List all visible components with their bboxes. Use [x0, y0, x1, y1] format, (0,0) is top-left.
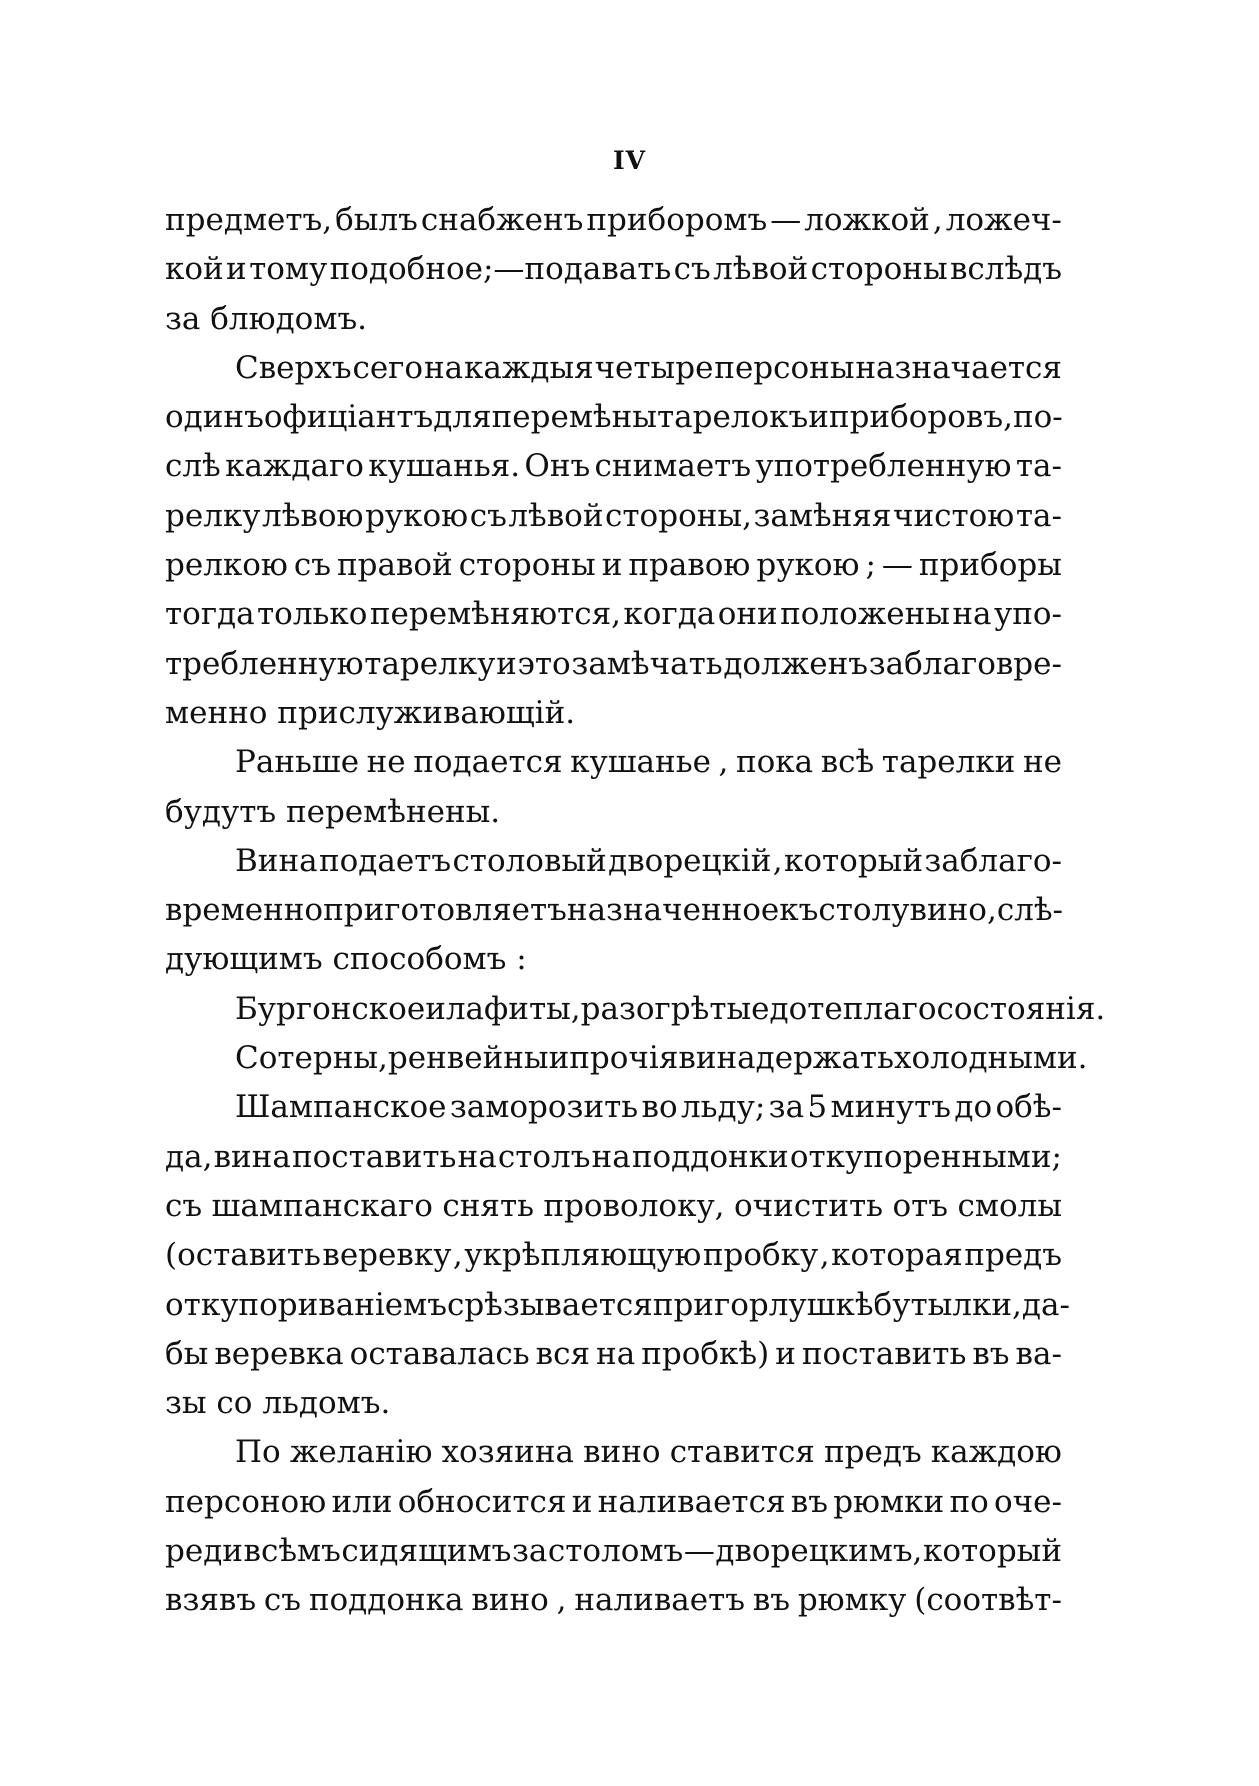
- text-line: дующимъ способомъ :: [165, 941, 527, 978]
- text-line: персоною или обносится и наливается въ рюмки по оче-: [165, 1483, 1062, 1520]
- text-line: Шампанское заморозить во льду; за 5 минутъ до обѣ-: [235, 1089, 1062, 1126]
- text-line: тогда только перемѣняются, когда они положены на упо-: [165, 596, 1062, 633]
- text-line: откупориваніемъ срѣзывается при горлушкѣ бутылки , да-: [165, 1286, 1070, 1323]
- text-line: реди всѣмъ сидящимъ за столомъ — дворецкимъ, который: [165, 1533, 1062, 1570]
- text-line: кой и тому подобное;—подавать съ лѣвой стороны вслѣдъ: [165, 251, 1062, 288]
- text-line: предметъ, былъ снабженъ приборомъ — ложкой , ложеч-: [165, 202, 1062, 238]
- body-text: [165, 196, 1106, 1626]
- text-line: зы со льдомъ.: [165, 1385, 391, 1422]
- text-line: временно приготовляетъ назначенное къ столу вино , слѣ-: [165, 892, 1064, 929]
- text-line: Сверхъ сего на каждыя четыре персоны назначается: [235, 349, 1062, 386]
- text-line: бы веревка оставалась вся на пробкѣ) и поставить въ ва-: [165, 1335, 1062, 1372]
- text-line: Бургонское и лафиты, разогрѣтые до теплаго состоянія.: [235, 990, 1106, 1027]
- text-line: Сотерны, ренвейны и прочія вина держать холодными.: [235, 1040, 1088, 1077]
- text-line: менно прислуживающій.: [165, 694, 576, 731]
- text-line: релку лѣвою рукою съ лѣвой стороны, замѣняя чистою та-: [165, 497, 1062, 534]
- text-line: за блюдомъ.: [165, 300, 368, 337]
- text-line: Вина подаетъ столовый дворецкій , который заблаго-: [235, 842, 1062, 879]
- text-line: Раньше не подается кушанье , пока всѣ тарелки не: [235, 744, 1062, 781]
- text-line: По желанію хозяина вино ставится предъ каждою: [235, 1434, 1062, 1471]
- text-line: да, вина поставить на столъ на поддонки откупоренными;: [165, 1138, 1062, 1175]
- text-line: взявъ съ поддонка вино , наливаетъ въ рюмку (соотвѣт-: [165, 1582, 1062, 1619]
- text-line: съ шампанскаго снять проволоку, очистить отъ смолы: [165, 1187, 1062, 1224]
- text-line: требленную тарелку и это замѣчать долженъ заблаговре-: [165, 645, 1062, 682]
- text-line: одинъ офиціантъ для перемѣны тарелокъ и приборовъ, по-: [165, 399, 1063, 436]
- page-number: IV: [612, 146, 647, 175]
- text-line: (оставить веревку , укрѣпляющую пробку , которая предъ: [165, 1237, 1062, 1274]
- text-line: слѣ каждаго кушанья. Онъ снимаетъ употребленную та-: [165, 448, 1062, 485]
- text-line: будутъ перемѣнены.: [165, 793, 501, 830]
- text-line: релкою съ правой стороны и правою рукою ; — приборы: [165, 547, 1062, 584]
